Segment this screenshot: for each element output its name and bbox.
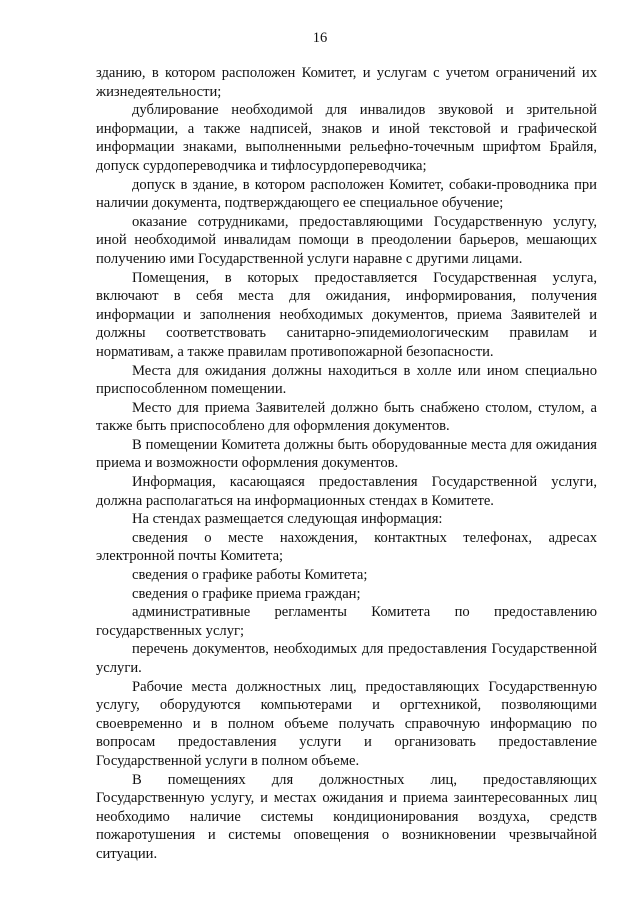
paragraph: На стендах размещается следующая информация:: [132, 511, 443, 528]
paragraph: Информация, касающаяся предоставления Государственной услуги, должна располагаться на информационных стендах в Комитете.: [96, 474, 597, 509]
page-number: 16: [312, 30, 328, 46]
list-item: сведения о графике приема граждан;: [132, 585, 361, 602]
paragraph: Места для ожидания должны находиться в холле или ином специально приспособленном помещении.: [96, 362, 597, 398]
paragraph: Место для приема Заявителей должно быть снабжено столом, стулом, а также быть приспособлено для оформления документов.: [96, 399, 597, 435]
paragraph: оказание сотрудниками, предоставляющими Государственную услугу, иной необходимой инвалидам помощи в преодолении барьеров, мешающих получению ими Государственной услуги наравне с другими лицами.: [96, 213, 597, 267]
list-item: сведения о месте нахождения, контактных телефонах, адресах электронной почты Комитета;: [96, 529, 597, 565]
list-item: сведения о графике работы Комитета;: [132, 567, 368, 584]
paragraph: В помещении Комитета должны быть оборудованные места для ожидания приема и возможности оформления документов.: [96, 436, 597, 472]
list-item: административные регламенты Комитета по предоставлению государственных услуг;: [96, 604, 597, 639]
paragraph: дублирование необходимой для инвалидов звуковой и зрительной информации, а также надписей, знаков и иной текстовой и графической информации знаками, выполненными рельефно-точечным шрифтом Брайля, допуск сурдопереводчика и тифлосурдопереводчика;: [96, 102, 597, 174]
paragraph: В помещениях для должностных лиц, предоставляющих Государственную услугу, и местах ожидания и приема заинтересованных лиц необходимо наличие системы кондиционирования воздуха, средств пожаротушения и системы оповещения о возникновении чрезвычайной ситуации.: [96, 771, 597, 862]
list-item: перечень документов, необходимых для предоставления Государственной услуги.: [96, 641, 597, 676]
paragraph: допуск в здание, в котором расположен Комитет, собаки-проводника при наличии документа, подтверждающего ее специальное обучение;: [96, 176, 597, 212]
document-body: [96, 64, 597, 864]
paragraph: Помещения, в которых предоставляется Государственная услуга, включают в себя места для ожидания, информирования, получения информации и заполнения необходимых документов, приема Заявителей и должны соответствовать санитарно-эпидемиологическим правилам и нормативам, а также правилам противопожарной безопасности.: [96, 269, 597, 360]
paragraph: Рабочие места должностных лиц, предоставляющих Государственную услугу, оборудуются компьютерами и оргтехникой, позволяющими своевременно и в полном объеме получать справочную информацию по вопросам предоставления услуги и организовать предоставление Государственной услуги в полном объеме.: [96, 678, 597, 769]
paragraph: зданию, в котором расположен Комитет, и услугам с учетом ограничений их жизнедеятельности;: [96, 65, 597, 100]
